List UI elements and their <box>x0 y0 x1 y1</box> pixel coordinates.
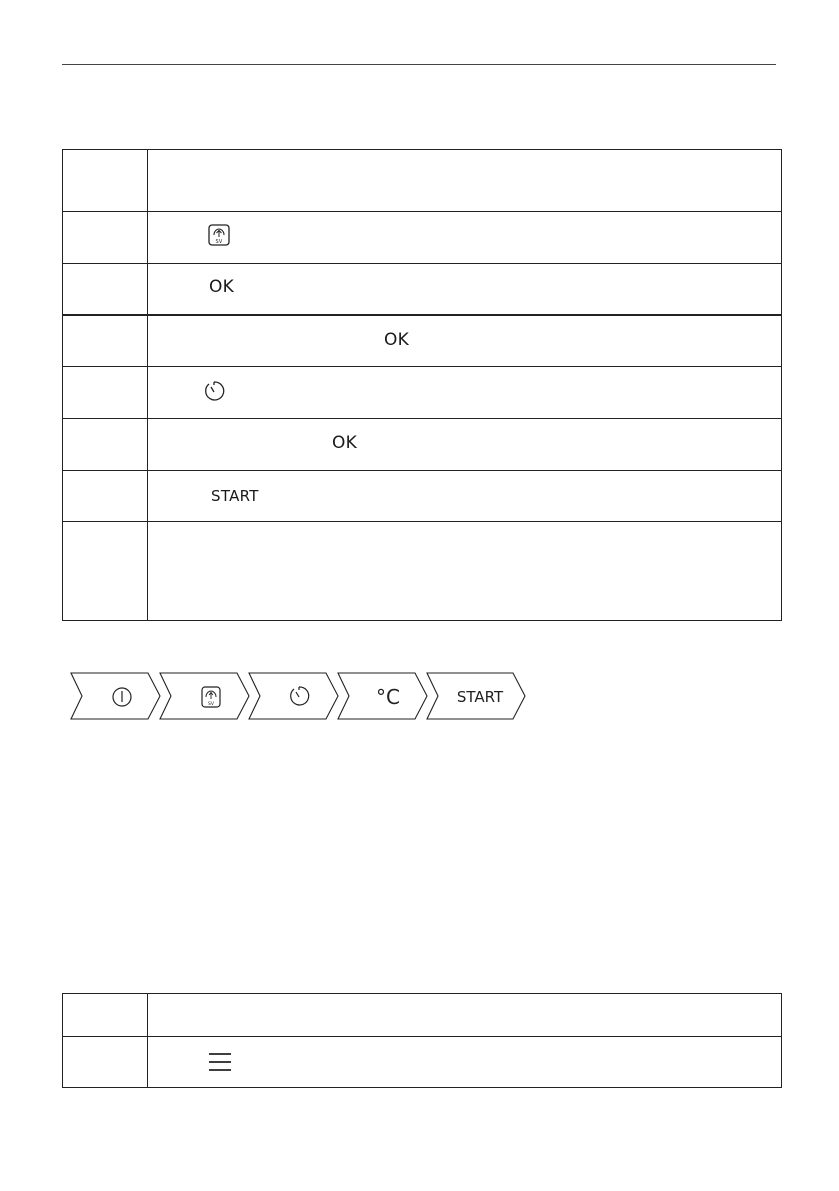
table-row <box>63 264 782 316</box>
sequence-step-steam <box>160 673 249 719</box>
table-row <box>63 522 782 621</box>
step-text-cell <box>148 367 782 419</box>
step-number-cell <box>63 367 148 419</box>
sequence-step-start <box>427 673 525 719</box>
step-number-cell <box>63 264 148 316</box>
step-text-cell <box>148 264 782 316</box>
sequence-step-temperature <box>338 673 427 719</box>
start-key-label: START <box>211 487 259 505</box>
step-number-cell <box>63 150 148 212</box>
step-text-cell <box>148 471 782 522</box>
table-row <box>63 419 782 471</box>
table-row <box>63 212 782 264</box>
table-row <box>63 994 782 1037</box>
ok-key-label: OK <box>332 433 357 453</box>
step-number-cell <box>63 994 148 1037</box>
table-row <box>63 367 782 419</box>
step-number-cell <box>63 315 148 367</box>
step-number-cell <box>63 522 148 621</box>
step-number-cell <box>63 212 148 264</box>
step-text-cell <box>148 150 782 212</box>
timer-icon <box>203 379 225 403</box>
operation-sequence <box>70 672 530 720</box>
ok-key-label: OK <box>384 330 409 350</box>
sequence-step-timer <box>249 673 338 719</box>
table-row <box>63 150 782 212</box>
start-label: START <box>456 688 504 706</box>
step-number-cell <box>63 1037 148 1088</box>
step-text-cell <box>148 212 782 264</box>
step-text-cell <box>148 994 782 1037</box>
temperature-icon: °C <box>376 685 400 709</box>
table-row <box>63 315 782 367</box>
svg-text:SV: SV <box>208 702 214 707</box>
table-row <box>63 471 782 522</box>
steps-table-1 <box>62 149 782 621</box>
step-text-cell <box>148 419 782 471</box>
step-number-cell <box>63 419 148 471</box>
sequence-step-power <box>71 673 160 719</box>
step-number-cell <box>63 471 148 522</box>
menu-icon <box>208 1051 232 1073</box>
step-text-cell <box>148 522 782 621</box>
steam-sv-icon <box>208 224 230 246</box>
header-rule <box>62 64 776 65</box>
step-text-cell <box>148 1037 782 1088</box>
table-row <box>63 1037 782 1088</box>
step-text-cell <box>148 315 782 367</box>
ok-key-label: OK <box>209 277 234 297</box>
steps-table-2 <box>62 993 782 1088</box>
svg-text:SV: SV <box>215 239 223 245</box>
